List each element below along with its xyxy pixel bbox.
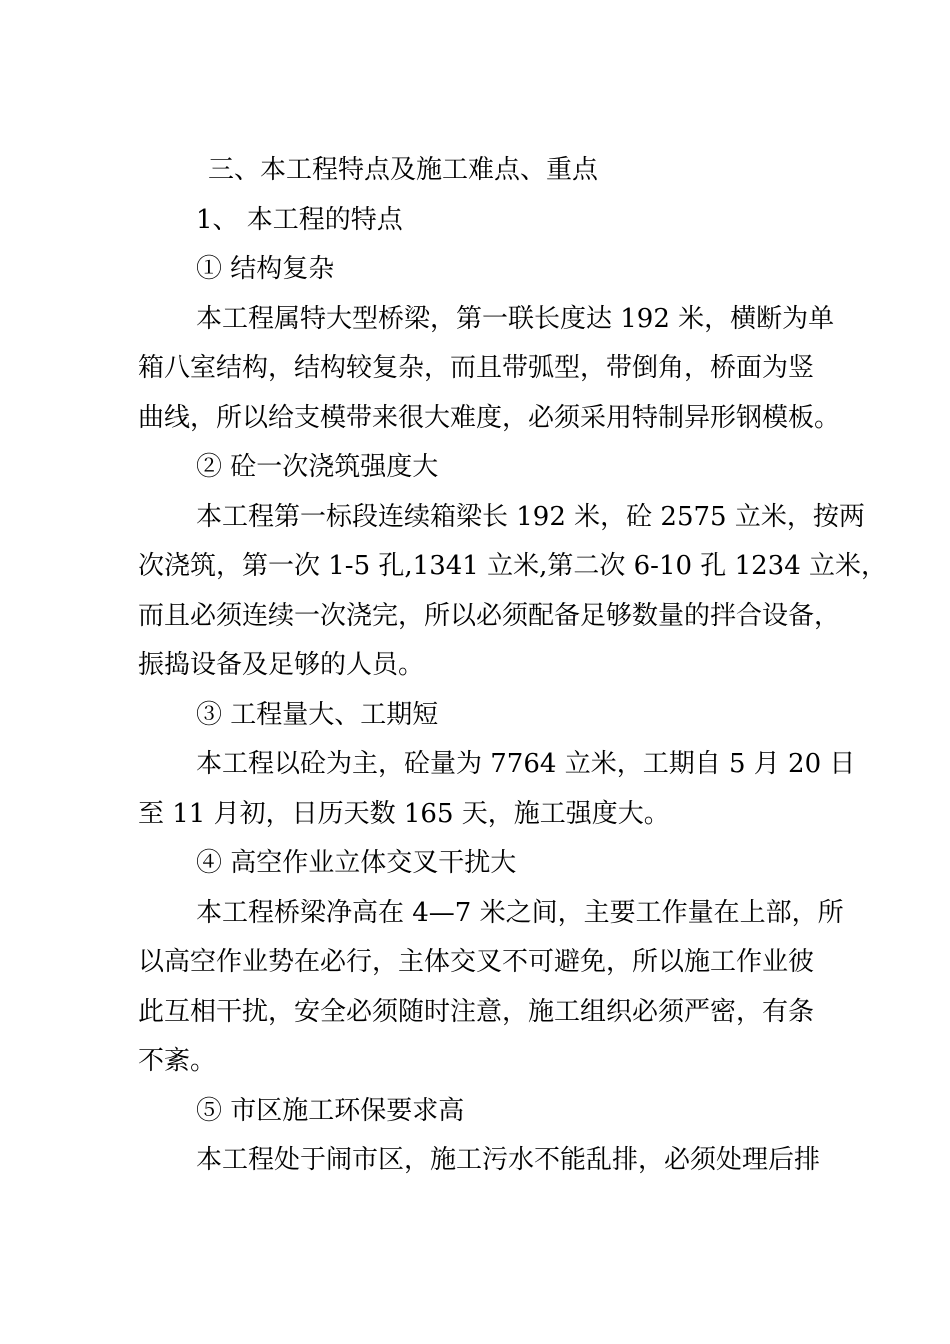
paragraph-line: 至 11 月初，日历天数 165 天，施工强度大。: [138, 798, 670, 829]
item-paragraph-1: [138, 295, 841, 444]
paragraph-line: 本工程属特大型桥梁，第一联长度达 192 米，横断为单: [196, 303, 835, 334]
item-paragraph-5: [138, 1136, 838, 1186]
item-heading-3: ③ 工程量大、工期短: [196, 699, 439, 730]
item-heading-1: ① 结构复杂: [196, 254, 335, 284]
section-heading: 三、本工程特点及施工难点、重点: [208, 155, 599, 185]
paragraph-line: 不紊。: [138, 1046, 217, 1076]
document-body: [138, 146, 887, 1186]
item-heading-4: ④ 高空作业立体交叉干扰大: [196, 848, 517, 878]
paragraph-line: 此互相干扰，安全必须随时注意，施工组织必须严密，有条: [138, 996, 815, 1027]
paragraph-line: 本工程桥梁净高在 4—7 米之间，主要工作量在上部，所: [196, 897, 844, 928]
paragraph-line: 曲线，所以给支模带来很大难度，必须采用特制异形钢模板。: [138, 402, 841, 433]
item-heading-5: ⑤ 市区施工环保要求高: [196, 1095, 465, 1126]
paragraph-line: 振捣设备及足够的人员。: [138, 650, 425, 680]
paragraph-line: 而且必须连续一次浇完，所以必须配备足够数量的拌合设备，: [138, 600, 841, 631]
paragraph-line: 以高空作业势在必行，主体交叉不可避免，所以施工作业彼: [138, 947, 815, 977]
paragraph-line: 本工程处于闹市区，施工污水不能乱排，必须处理后排: [196, 1145, 821, 1175]
paragraph-line: 箱八室结构，结构较复杂，而且带弧型，带倒角，桥面为竖: [138, 353, 815, 383]
paragraph-line: 次浇筑，第一次 1-5 孔,1341 立米,第二次 6-10 孔 1234 立米，: [138, 551, 887, 581]
subheading: 1、 本工程的特点: [196, 204, 403, 235]
item-heading-2: ② 砼一次浇筑强度大: [196, 452, 439, 482]
item-paragraph-4: [138, 889, 844, 1087]
item-paragraph-3: [138, 740, 856, 839]
paragraph-line: 本工程以砼为主，砼量为 7764 立米，工期自 5 月 20 日: [196, 749, 856, 779]
item-paragraph-2: [138, 493, 887, 691]
paragraph-line: 本工程第一标段连续箱梁长 192 米，砼 2575 立米，按两: [196, 501, 865, 532]
